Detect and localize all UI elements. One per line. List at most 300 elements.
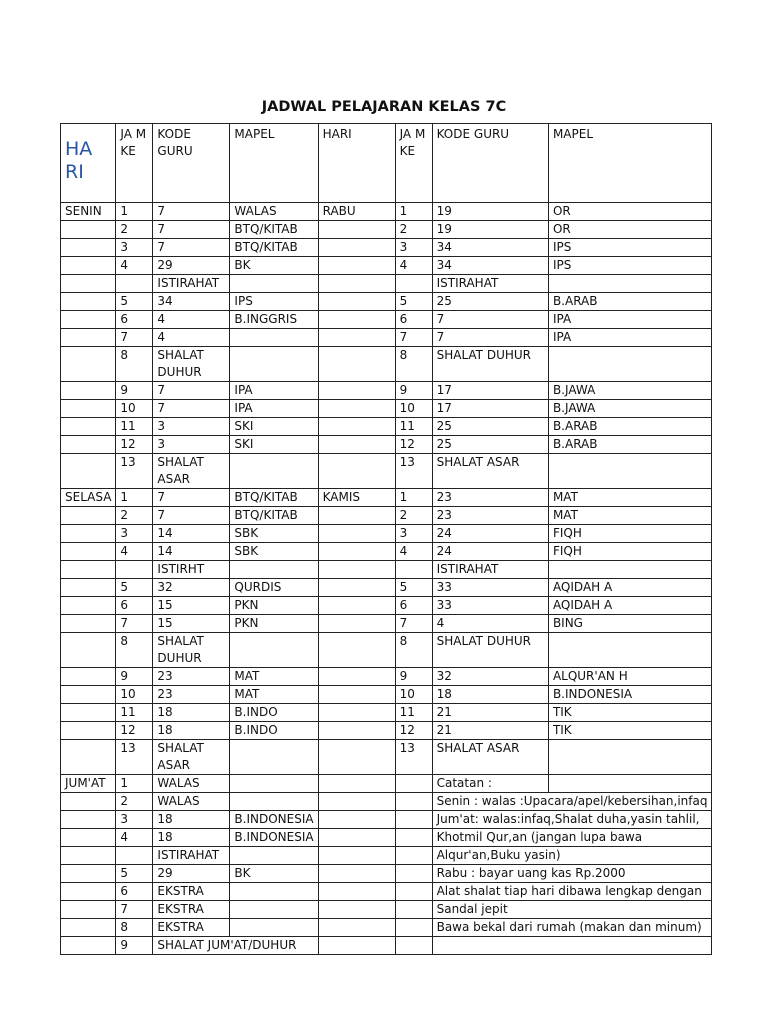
note-line: Bawa bekal dari rumah (makan dan minum) <box>432 919 712 937</box>
note-line: Alqur'an,Buku yasin) <box>432 847 712 865</box>
mapel-cell: BK <box>230 257 318 275</box>
jam-ke-cell <box>395 919 432 937</box>
jam-ke-cell: 1 <box>116 775 153 793</box>
kode-guru-cell: 23 <box>153 668 230 686</box>
mapel-cell: ALQUR'AN H <box>548 668 712 686</box>
table-row <box>61 329 712 347</box>
mapel-cell: MAT <box>548 489 712 507</box>
mapel-cell: SBK <box>230 525 318 543</box>
kode-guru-cell: 18 <box>153 722 230 740</box>
kode-guru-cell: ISTIRHT <box>153 561 230 579</box>
day-cell-rabu: RABU <box>318 203 395 221</box>
header-mapel-right: MAPEL <box>548 124 712 203</box>
kode-guru-cell: 21 <box>432 704 548 722</box>
day-cell-empty <box>318 704 395 722</box>
day-cell-empty <box>61 579 116 597</box>
kode-guru-cell: 7 <box>153 489 230 507</box>
jam-ke-cell: 11 <box>116 418 153 436</box>
mapel-cell: B.INDONESIA <box>230 829 318 847</box>
mapel-cell: MAT <box>230 668 318 686</box>
kode-guru-cell: 3 <box>153 436 230 454</box>
day-cell-empty <box>61 543 116 561</box>
day-cell-empty <box>61 633 116 668</box>
note-line <box>432 937 712 955</box>
kode-guru-cell: SHALAT JUM'AT/DUHUR <box>153 937 318 955</box>
notes-heading: Catatan : <box>432 775 548 793</box>
day-cell-empty <box>61 275 116 293</box>
jam-ke-cell: 8 <box>395 633 432 668</box>
table-row <box>61 454 712 489</box>
kode-guru-cell: SHALAT ASAR <box>432 454 548 489</box>
table-row <box>61 847 712 865</box>
day-cell-empty <box>61 525 116 543</box>
day-cell-empty <box>318 400 395 418</box>
jam-ke-cell <box>395 901 432 919</box>
kode-guru-cell: 33 <box>432 579 548 597</box>
jam-ke-cell: 9 <box>116 937 153 955</box>
jam-ke-cell: 2 <box>116 507 153 525</box>
table-row <box>61 347 712 382</box>
day-cell-empty <box>61 668 116 686</box>
kode-guru-cell: 17 <box>432 400 548 418</box>
jam-ke-cell: 2 <box>395 507 432 525</box>
mapel-cell <box>548 740 712 775</box>
jam-ke-cell: 13 <box>116 740 153 775</box>
kode-guru-cell: 25 <box>432 418 548 436</box>
table-row <box>61 686 712 704</box>
jam-ke-cell: 1 <box>395 489 432 507</box>
kode-guru-cell: SHALAT ASAR <box>153 454 230 489</box>
jam-ke-cell: 4 <box>116 257 153 275</box>
jam-ke-cell <box>395 829 432 847</box>
header-hari-big: HA RI <box>61 124 116 203</box>
mapel-cell: B.INDONESIA <box>230 811 318 829</box>
kode-guru-cell: SHALAT DUHUR <box>432 347 548 382</box>
kode-guru-cell: SHALAT DUHUR <box>432 633 548 668</box>
jam-ke-cell: 9 <box>116 668 153 686</box>
day-cell-empty <box>61 239 116 257</box>
jam-ke-cell: 2 <box>395 221 432 239</box>
note-line: Khotmil Qur,an (jangan lupa bawa <box>432 829 712 847</box>
jam-ke-cell: 7 <box>395 329 432 347</box>
day-cell-empty <box>318 311 395 329</box>
mapel-cell <box>548 633 712 668</box>
mapel-cell: B.INDO <box>230 704 318 722</box>
mapel-cell <box>548 775 712 793</box>
jam-ke-cell <box>116 561 153 579</box>
jam-ke-cell: 5 <box>116 293 153 311</box>
table-row <box>61 919 712 937</box>
table-row <box>61 633 712 668</box>
mapel-cell <box>230 847 318 865</box>
day-cell-empty <box>318 615 395 633</box>
mapel-cell <box>548 561 712 579</box>
day-cell-empty <box>61 847 116 865</box>
day-cell-empty <box>61 686 116 704</box>
day-cell-empty <box>318 829 395 847</box>
table-row <box>61 293 712 311</box>
jam-ke-cell: 4 <box>116 543 153 561</box>
jam-ke-cell: 9 <box>395 382 432 400</box>
mapel-cell <box>230 561 318 579</box>
day-cell-empty <box>61 561 116 579</box>
kode-guru-cell: 15 <box>153 597 230 615</box>
table-row <box>61 203 712 221</box>
mapel-cell: AQIDAH A <box>548 579 712 597</box>
day-cell-empty <box>318 847 395 865</box>
kode-guru-cell: SHALAT DUHUR <box>153 347 230 382</box>
jam-ke-cell: 1 <box>116 203 153 221</box>
jam-ke-cell: 5 <box>395 579 432 597</box>
header-jam-ke-right: JA M KE <box>395 124 432 203</box>
kode-guru-cell: 7 <box>153 382 230 400</box>
day-cell-empty <box>61 901 116 919</box>
kode-guru-cell: 7 <box>153 203 230 221</box>
kode-guru-cell: 19 <box>432 203 548 221</box>
kode-guru-cell: 34 <box>432 239 548 257</box>
day-cell-empty <box>318 436 395 454</box>
mapel-cell: IPS <box>548 239 712 257</box>
mapel-cell: IPA <box>230 382 318 400</box>
day-cell-empty <box>61 865 116 883</box>
jam-ke-cell <box>116 275 153 293</box>
day-cell-senin: SENIN <box>61 203 116 221</box>
kode-guru-cell: 7 <box>153 239 230 257</box>
jam-ke-cell: 5 <box>116 579 153 597</box>
kode-guru-cell: 23 <box>432 489 548 507</box>
kode-guru-cell: WALAS <box>153 793 230 811</box>
jam-ke-cell: 11 <box>395 418 432 436</box>
mapel-cell <box>230 275 318 293</box>
day-cell-empty <box>318 239 395 257</box>
jam-ke-cell <box>395 775 432 793</box>
kode-guru-cell: 24 <box>432 543 548 561</box>
kode-guru-cell: 15 <box>153 615 230 633</box>
jam-ke-cell <box>395 793 432 811</box>
jam-ke-cell: 6 <box>395 597 432 615</box>
day-cell-empty <box>318 793 395 811</box>
mapel-cell <box>230 329 318 347</box>
header-kode-guru-right: KODE GURU <box>432 124 548 203</box>
jam-ke-cell: 8 <box>116 633 153 668</box>
kode-guru-cell: SHALAT ASAR <box>432 740 548 775</box>
table-row <box>61 239 712 257</box>
kode-guru-cell: 34 <box>432 257 548 275</box>
note-line: Senin : walas :Upacara/apel/kebersihan,infaq <box>432 793 712 811</box>
mapel-cell: B.INDO <box>230 722 318 740</box>
day-cell-empty <box>61 597 116 615</box>
table-row <box>61 829 712 847</box>
mapel-cell: TIK <box>548 704 712 722</box>
header-hari-right: HARI <box>318 124 395 203</box>
kode-guru-cell: ISTIRAHAT <box>432 561 548 579</box>
mapel-cell: BTQ/KITAB <box>230 239 318 257</box>
mapel-cell <box>230 775 318 793</box>
jam-ke-cell: 3 <box>116 239 153 257</box>
day-cell-empty <box>61 221 116 239</box>
kode-guru-cell: 7 <box>153 400 230 418</box>
mapel-cell <box>230 793 318 811</box>
day-cell-empty <box>318 579 395 597</box>
kode-guru-cell: 17 <box>432 382 548 400</box>
kode-guru-cell: 19 <box>432 221 548 239</box>
jam-ke-cell: 9 <box>395 668 432 686</box>
day-cell-empty <box>61 418 116 436</box>
day-cell-empty <box>318 347 395 382</box>
day-cell-empty <box>61 811 116 829</box>
kode-guru-cell: 24 <box>432 525 548 543</box>
jam-ke-cell: 10 <box>116 686 153 704</box>
jam-ke-cell: 2 <box>116 793 153 811</box>
day-cell-empty <box>318 454 395 489</box>
jam-ke-cell: 4 <box>116 829 153 847</box>
mapel-cell <box>548 454 712 489</box>
day-cell-empty <box>61 740 116 775</box>
mapel-cell: PKN <box>230 615 318 633</box>
day-cell-empty <box>61 400 116 418</box>
jam-ke-cell <box>395 937 432 955</box>
day-cell-empty <box>61 722 116 740</box>
kode-guru-cell: EKSTRA <box>153 919 230 937</box>
mapel-cell: B.ARAB <box>548 293 712 311</box>
kode-guru-cell: 34 <box>153 293 230 311</box>
mapel-cell: BING <box>548 615 712 633</box>
day-cell-empty <box>318 597 395 615</box>
mapel-cell: MAT <box>230 686 318 704</box>
mapel-cell <box>230 633 318 668</box>
jam-ke-cell: 12 <box>116 722 153 740</box>
day-cell-selasa: SELASA <box>61 489 116 507</box>
header-mapel-left: MAPEL <box>230 124 318 203</box>
table-row <box>61 722 712 740</box>
day-cell-empty <box>61 937 116 955</box>
day-cell-empty <box>61 293 116 311</box>
mapel-cell <box>230 919 318 937</box>
kode-guru-cell: 33 <box>432 597 548 615</box>
kode-guru-cell: 25 <box>432 436 548 454</box>
day-cell-empty <box>318 275 395 293</box>
note-line: Sandal jepit <box>432 901 712 919</box>
day-cell-empty <box>318 811 395 829</box>
day-cell-empty <box>318 901 395 919</box>
note-line: Rabu : bayar uang kas Rp.2000 <box>432 865 712 883</box>
mapel-cell: IPS <box>548 257 712 275</box>
day-cell-empty <box>61 704 116 722</box>
kode-guru-cell: 32 <box>153 579 230 597</box>
kode-guru-cell: 7 <box>432 329 548 347</box>
day-cell-empty <box>61 829 116 847</box>
mapel-cell <box>230 901 318 919</box>
table-row <box>61 579 712 597</box>
mapel-cell <box>548 275 712 293</box>
jam-ke-cell: 3 <box>116 525 153 543</box>
schedule-table <box>60 123 712 955</box>
table-row <box>61 311 712 329</box>
mapel-cell: IPS <box>230 293 318 311</box>
table-row <box>61 221 712 239</box>
day-cell-empty <box>318 865 395 883</box>
mapel-cell <box>230 454 318 489</box>
kode-guru-cell: 23 <box>153 686 230 704</box>
table-row <box>61 418 712 436</box>
jam-ke-cell: 7 <box>116 901 153 919</box>
day-cell-empty <box>318 507 395 525</box>
jam-ke-cell: 11 <box>116 704 153 722</box>
mapel-cell: MAT <box>548 507 712 525</box>
day-cell-empty <box>318 740 395 775</box>
mapel-cell <box>230 347 318 382</box>
table-header-row <box>61 124 712 203</box>
jam-ke-cell: 5 <box>395 293 432 311</box>
mapel-cell: WALAS <box>230 203 318 221</box>
day-cell-empty <box>318 543 395 561</box>
mapel-cell: BK <box>230 865 318 883</box>
kode-guru-cell: 7 <box>153 507 230 525</box>
jam-ke-cell: 12 <box>116 436 153 454</box>
kode-guru-cell: 18 <box>153 704 230 722</box>
table-row <box>61 436 712 454</box>
kode-guru-cell: ISTIRAHAT <box>153 275 230 293</box>
mapel-cell: B.INGGRIS <box>230 311 318 329</box>
mapel-cell: TIK <box>548 722 712 740</box>
jam-ke-cell: 6 <box>116 883 153 901</box>
day-cell-empty <box>318 257 395 275</box>
table-row <box>61 561 712 579</box>
day-cell-empty <box>61 257 116 275</box>
kode-guru-cell: 25 <box>432 293 548 311</box>
day-cell-empty <box>61 883 116 901</box>
table-row <box>61 597 712 615</box>
kode-guru-cell: 14 <box>153 525 230 543</box>
day-cell-empty <box>318 686 395 704</box>
day-cell-empty <box>318 382 395 400</box>
jam-ke-cell: 3 <box>395 525 432 543</box>
kode-guru-cell: 7 <box>432 311 548 329</box>
jam-ke-cell <box>395 847 432 865</box>
day-cell-empty <box>318 633 395 668</box>
kode-guru-cell: 18 <box>153 829 230 847</box>
kode-guru-cell: EKSTRA <box>153 883 230 901</box>
jam-ke-cell: 8 <box>116 347 153 382</box>
day-cell-kamis: KAMIS <box>318 489 395 507</box>
mapel-cell: IPA <box>548 311 712 329</box>
jam-ke-cell: 1 <box>395 203 432 221</box>
table-row <box>61 668 712 686</box>
day-cell-jumat: JUM'AT <box>61 775 116 793</box>
day-cell-empty <box>318 883 395 901</box>
day-cell-empty <box>61 919 116 937</box>
table-row <box>61 382 712 400</box>
jam-ke-cell <box>395 883 432 901</box>
jam-ke-cell: 8 <box>395 347 432 382</box>
day-cell-empty <box>318 221 395 239</box>
day-cell-empty <box>318 561 395 579</box>
table-row <box>61 883 712 901</box>
jam-ke-cell <box>395 811 432 829</box>
table-row <box>61 937 712 955</box>
table-row <box>61 507 712 525</box>
table-row <box>61 793 712 811</box>
kode-guru-cell: 21 <box>432 722 548 740</box>
mapel-cell: B.JAWA <box>548 400 712 418</box>
day-cell-empty <box>61 507 116 525</box>
day-cell-empty <box>61 329 116 347</box>
kode-guru-cell: ISTIRAHAT <box>153 847 230 865</box>
mapel-cell: B.ARAB <box>548 436 712 454</box>
day-cell-empty <box>318 937 395 955</box>
kode-guru-cell: 29 <box>153 257 230 275</box>
jam-ke-cell: 13 <box>395 454 432 489</box>
mapel-cell: PKN <box>230 597 318 615</box>
jam-ke-cell: 13 <box>116 454 153 489</box>
jam-ke-cell: 12 <box>395 436 432 454</box>
kode-guru-cell: SHALAT ASAR <box>153 740 230 775</box>
day-cell-empty <box>318 668 395 686</box>
table-row <box>61 525 712 543</box>
jam-ke-cell: 9 <box>116 382 153 400</box>
jam-ke-cell: 12 <box>395 722 432 740</box>
jam-ke-cell: 7 <box>395 615 432 633</box>
kode-guru-cell: 14 <box>153 543 230 561</box>
jam-ke-cell: 3 <box>395 239 432 257</box>
day-cell-empty <box>318 525 395 543</box>
mapel-cell: FIQH <box>548 543 712 561</box>
kode-guru-cell: ISTIRAHAT <box>432 275 548 293</box>
jam-ke-cell: 2 <box>116 221 153 239</box>
table-row <box>61 811 712 829</box>
kode-guru-cell: 3 <box>153 418 230 436</box>
mapel-cell: AQIDAH A <box>548 597 712 615</box>
mapel-cell <box>230 883 318 901</box>
mapel-cell: SKI <box>230 418 318 436</box>
kode-guru-cell: 7 <box>153 221 230 239</box>
jam-ke-cell: 11 <box>395 704 432 722</box>
kode-guru-cell: 18 <box>432 686 548 704</box>
mapel-cell <box>230 740 318 775</box>
kode-guru-cell: 29 <box>153 865 230 883</box>
day-cell-empty <box>318 329 395 347</box>
mapel-cell <box>548 347 712 382</box>
day-cell-empty <box>318 775 395 793</box>
table-row <box>61 543 712 561</box>
mapel-cell: B.ARAB <box>548 418 712 436</box>
table-row <box>61 615 712 633</box>
mapel-cell: IPA <box>548 329 712 347</box>
kode-guru-cell: 18 <box>153 811 230 829</box>
day-cell-empty <box>61 615 116 633</box>
table-row <box>61 704 712 722</box>
jam-ke-cell: 6 <box>395 311 432 329</box>
mapel-cell: IPA <box>230 400 318 418</box>
jam-ke-cell: 7 <box>116 329 153 347</box>
kode-guru-cell: 23 <box>432 507 548 525</box>
jam-ke-cell: 8 <box>116 919 153 937</box>
jam-ke-cell <box>395 865 432 883</box>
header-jam-ke-left: JA M KE <box>116 124 153 203</box>
kode-guru-cell: WALAS <box>153 775 230 793</box>
day-cell-empty <box>318 418 395 436</box>
mapel-cell: SKI <box>230 436 318 454</box>
jam-ke-cell: 13 <box>395 740 432 775</box>
jam-ke-cell <box>116 847 153 865</box>
jam-ke-cell: 10 <box>395 400 432 418</box>
day-cell-empty <box>61 793 116 811</box>
note-line: Alat shalat tiap hari dibawa lengkap dengan <box>432 883 712 901</box>
jam-ke-cell: 7 <box>116 615 153 633</box>
mapel-cell: BTQ/KITAB <box>230 221 318 239</box>
schedule-body <box>61 124 712 955</box>
table-row <box>61 257 712 275</box>
